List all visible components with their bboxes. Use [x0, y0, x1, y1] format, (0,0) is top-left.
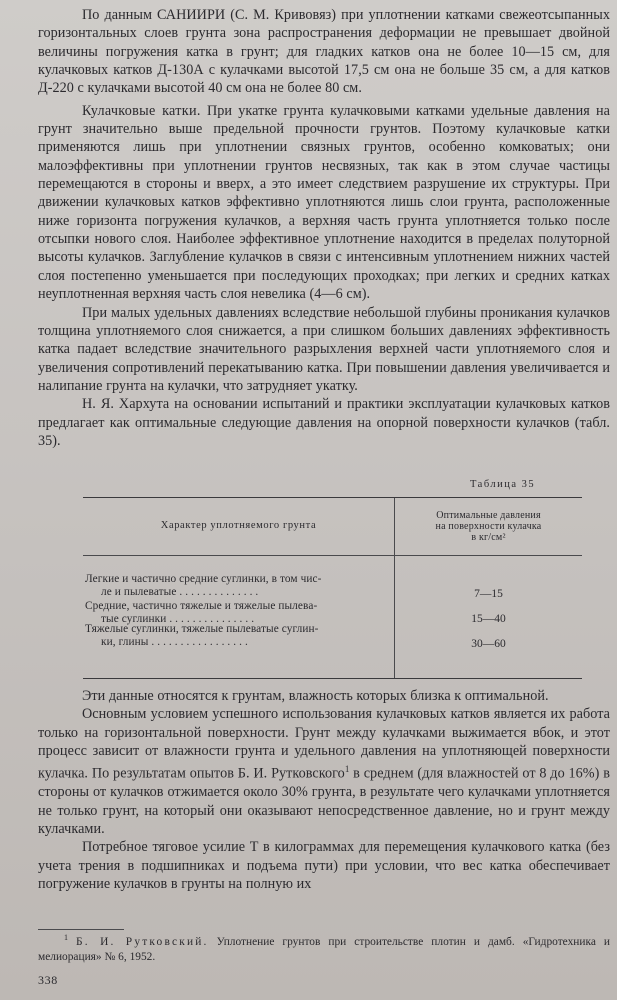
table-header-pressure	[395, 510, 582, 543]
table-35	[83, 497, 582, 679]
paragraph-3: При малых удельных давлениях вследствие небольшой глубины проникания кулачков толщина уплотняемого слоя снижается, а при слишком больших давлениях эффективность катка падает вследствие значительного разрыхления верхней части уплотняемого слоя и увеличения сопротивлений перекатыванию катка. При повышении давления увеличивается и налипание грунта на кулачки, что затрудняет укатку.	[38, 304, 610, 394]
table-cell-soil-line1: Легкие и частично средние суглинки, в том чис-	[85, 573, 322, 585]
table-header-soil: Характер уплотняемого грунта	[160, 520, 317, 531]
footnote-author: Б. И. Рутковский.	[76, 935, 209, 948]
footnote-mark: 1	[64, 933, 68, 942]
footnote-reference: 1	[344, 764, 350, 775]
page-number: 338	[38, 973, 58, 987]
paragraph-5: Эти данные относятся к грунтам, влажность которых близка к оптимальной.	[82, 688, 549, 704]
table-cell-soil-line2: ле и пылеватые . . . . . . . . . . . . . .	[101, 586, 259, 598]
paragraph-7: Потребное тяговое усилие T в килограммах для перемещения кулачкового катка (без учета трения в подшипниках и подъема пути) при условии, что вес катка обеспечивает погружение кулачков в грунты на полную их	[38, 839, 610, 893]
paragraph-6-text-end: в среднем (для влажностей от 8 до 16%) в стороны от кулачков отжимается около 30% грунта, в результате чего кулачками уплотняется не только грунт, на который они оказывают непосредственное давление, но и грунт между кулачками.	[38, 766, 610, 838]
paragraph-6-text: Основным условием успешного использования кулачковых катков является их работа только на горизонтальной поверхности. Грунт между кулачками выжимается вбок, и этот процесс зависит от влажности грунта и удельного давления на уплотняющей поверхности кулачка. По результатам опытов Б. И. Рутковского	[38, 706, 610, 783]
paragraph-2	[38, 102, 610, 304]
paragraph-1: По данным САНИИРИ (С. М. Кривовяз) при уплотнении катками свежеотсыпанных горизонтальных слоев грунта зона распространения деформации не превышает двойной величины погружения катка в грунт; для гладких катков она не более 10—15 см, для кулачковых катков Д-130А с кулачками высотой 17,5 см она не больше 35 см, а для катков Д-220 с кулачками высотой 40 см она не более 80 см.	[38, 7, 610, 97]
table-cell-soil-line1: Средние, частично тяжелые и тяжелые пылева-	[85, 600, 318, 612]
table-header-pressure-line1: Оптимальные давления	[436, 510, 541, 521]
table-cell-value: 30—60	[471, 638, 506, 650]
paragraph-2-text: При укатке грунта кулачковыми катками удельные давления на грунт значительно выше предельной прочности грунтов. Поэтому кулачковые катки применяются лишь при уплотнении связных грунтов, особенно комковатых; они малоэффективны при уплотнении грунтов несвязных, так как в этом случае частицы перемещаются в стороны и вверх, а это имеет следствием разрушение их структуры. При движении кулачковых катков эффективно уплотняются лишь слои грунта, расположенные ниже горизонта погружения кулачков, а верхняя часть грунта уплотняется только после отсыпки нового слоя. Наиболее эффективное уплотнение находится в пределах полуторной высоты кулачков. Заглубление кулачков в связи с интенсивным уплотнением нижних частей слоя постепенно уменьшается при последующих проходках; при легких и средних катках неуплотненная верхняя часть слоя невелика (4—6 см).	[38, 102, 610, 303]
table-label: Таблица 35	[470, 479, 536, 490]
footnote-text: Уплотнение грунтов при строительстве плотин и дамб. «Гидротехника и мелиорация» № 6, 1952.	[38, 935, 611, 964]
table-header-pressure-line3: в кг/см²	[471, 532, 506, 543]
body-text	[38, 6, 610, 450]
paragraph-6	[38, 705, 610, 838]
paragraph-4: Н. Я. Хархута на основании испытаний и практики эксплуатации кулачковых катков предлагает как оптимальные следующие давления на опорной поверхности кулачков (табл. 35).	[38, 396, 610, 449]
table-header-pressure-line2: на поверхности кулачка	[435, 521, 542, 532]
table-row	[85, 573, 385, 599]
table-row	[85, 623, 385, 649]
footnote	[38, 930, 610, 966]
table-cell-soil-line2: тые суглинки . . . . . . . . . . . . . . .	[101, 613, 255, 625]
table-header-divider	[83, 555, 582, 556]
table-cell-soil-line1: Тяжелые суглинки, тяжелые пылеватые суглин-	[85, 623, 319, 635]
body-text-continued	[38, 687, 610, 894]
section-lead: Кулачковые катки.	[82, 102, 201, 119]
table-cell-value: 7—15	[474, 588, 503, 600]
table-cell-value: 15—40	[471, 613, 506, 625]
table-cell-soil-line2: ки, глины . . . . . . . . . . . . . . . . .	[101, 636, 248, 648]
